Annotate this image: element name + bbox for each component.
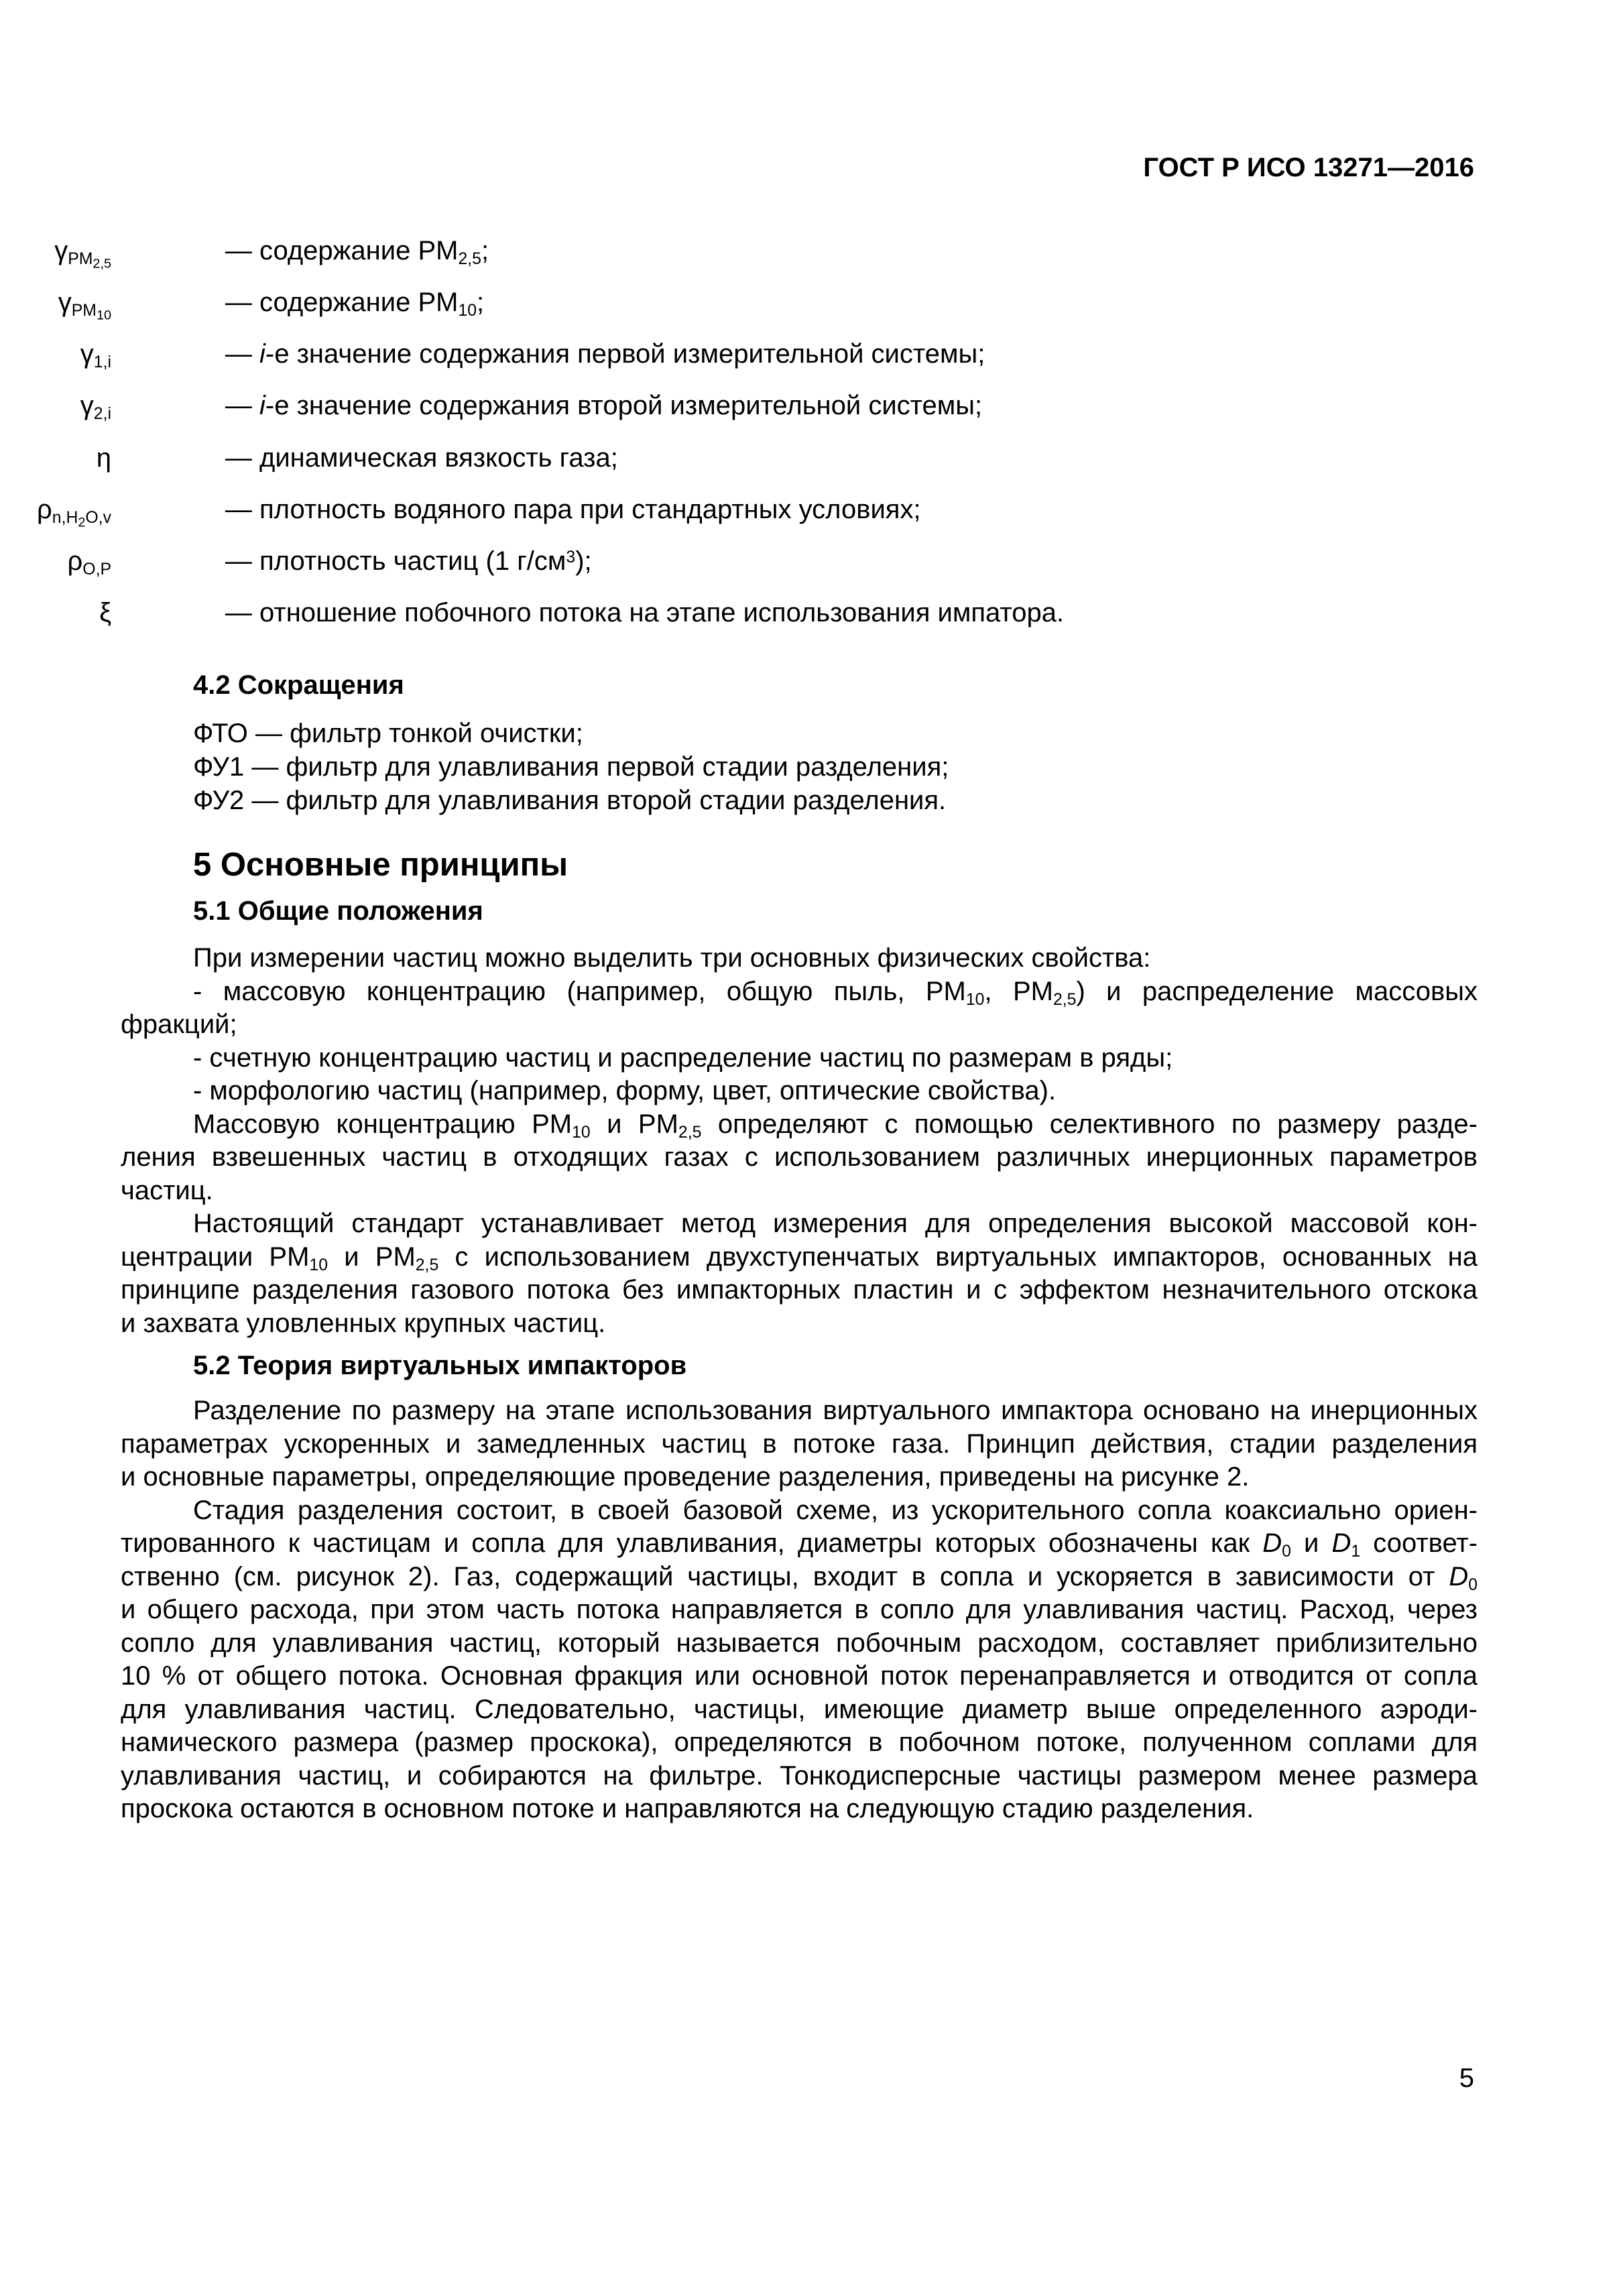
symbol: η (96, 443, 111, 473)
symbol-description: — содержание $PM_{10}$; (217, 288, 485, 320)
section-4-2-heading: 4.2 Сокращения (193, 670, 404, 700)
symbol-description: — плотность частиц (1 $г/см^3$); (217, 546, 592, 576)
abbreviation-item: ФУ2 — фильтр для улавливания второй стадии разделения. (193, 786, 947, 815)
symbol-definition (0, 391, 1475, 431)
symbol-definition (0, 236, 1475, 276)
symbol: $\rho_{O,P}$ (67, 546, 111, 579)
symbol: $\gamma_{2,i}$ (80, 391, 111, 423)
symbol-description: — отношение побочного потока на этапе использования импатора. (217, 598, 1065, 627)
symbol: $\gamma_{1,i}$ (80, 339, 111, 371)
symbol: ξ (99, 598, 111, 627)
symbol-definition (0, 339, 1475, 379)
section-5-heading: 5 Основные принципы (193, 847, 568, 883)
paragraph-general: При измерении частиц можно выделить три основных физических свойства: - массовую концентрацию (например, общую пыль, $PM_{10}$, $PM_{2,5}$) и распределение массовых фракций; - счетную концентрацию частиц и распределение частиц по размерам в ряды; - морфологию частиц (например, форму, цвет, оптические свойства). Массовую концентрацию $PM_{10}$ и $PM_{2,5}$ определяют с помощью селективного по размеру разде- ления взвешенных частиц в отходящих газах с использованием различных инерционных параметров частиц. Настоящий стандарт устанавливает метод измерения для определения высокой массовой кон- центрации $PM_{10}$ и $PM_{2,5}$ с использованием двухступенчатых виртуальных импакторов, основанных на принципе разделения газового потока без импакторных пластин и с эффектом незначительного отскока и захвата уловленных крупных частиц. (121, 943, 1478, 1338)
symbol: $\rho_{n,H_2O,v}$ (37, 495, 111, 530)
symbol-description: — содержание $PM_{2,5}$; (217, 236, 489, 268)
symbol-definition (0, 288, 1475, 328)
symbol-definition (0, 598, 1475, 638)
section-5-1-heading: 5.1 Общие положения (193, 896, 483, 926)
symbol-description: — i-е значение содержания второй измерительной системы; (217, 391, 983, 420)
section-5-2-heading: 5.2 Теория виртуальных импакторов (193, 1351, 687, 1380)
symbol-definition (0, 495, 1475, 535)
symbol-definition (0, 546, 1475, 587)
document-id-header: ГОСТ Р ИСО 13271—2016 (1143, 153, 1474, 182)
symbol-definition (0, 443, 1475, 483)
symbol: $\gamma_{PM_{10}}$ (58, 288, 111, 323)
symbol: $\gamma_{PM_{2,5}}$ (54, 236, 111, 271)
symbol-description: — динамическая вязкость газа; (217, 443, 618, 473)
symbol-description: — плотность водяного пара при стандартных условиях; (217, 495, 921, 524)
page-number: 5 (1459, 2063, 1474, 2093)
abbreviation-item: ФУ1 — фильтр для улавливания первой стадии разделения; (193, 752, 949, 782)
abbreviation-item: ФТО — фильтр тонкой очистки; (193, 719, 583, 748)
symbol-description: — i-е значение содержания первой измерительной системы; (217, 339, 985, 369)
paragraph-theory: Разделение по размеру на этапе использования виртуального импактора основано на инерционных параметрах ускоренных и замедленных частиц в потоке газа. Принцип действия, стадии разделения и основные параметры, определяющие проведение разделения, приведены на рисунке 2. Стадия разделения состоит, в своей базовой схеме, из ускорительного сопла коаксиально ориен- тированного к частицам и сопла для улавливания, диаметры которых обозначены как $D_0$ и $D_1$ соответ- ственно (см. рисунок 2). Газ, содержащий частицы, входит в сопла и ускоряется в зависимости от $D_0$ и общего расхода, при этом часть потока направляется в сопло для улавливания частиц. Расход, через сопло для улавливания частиц, который называется побочным расходом, составляет приблизительно 10 % от общего потока. Основная фракция или основной поток перенаправляется и отводится от сопла для улавливания частиц. Следовательно, частицы, имеющие диаметр выше определенного аэроди- намического размера (размер проскока), определяются в побочном потоке, полученном соплами для улавливания частиц, и собираются на фильтре. Тонкодисперсные частицы размером менее размера проскока остаются в основном потоке и направляются на следующую стадию разделения. (121, 1396, 1478, 1823)
